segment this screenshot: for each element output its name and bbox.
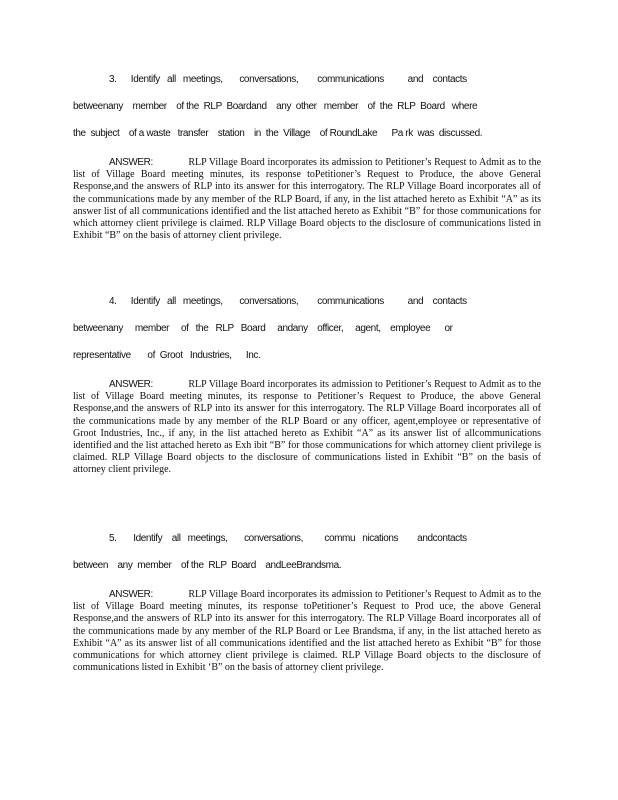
interrogatory-line: between any member of the RLP Board andLeeBrandsma. [73, 560, 342, 571]
answer-text: RLP Village Board incorporates its admission to Petitioner’s Request to Admit as to the list of Village Board meeting minutes, its response to Petitioner’s Request to Produce, the above General Response,and the answers of RLP into its answer for this interrogatory. The RLP Village Board incorporates all of the communications made by any member of the RLP Board or any officer, agent,employee or representative of Groot Industries, Inc., if any, in the list attached hereto as Exhibit “A” as its answer list of allcommunications identified and the list attached hereto as Exh ibit “B” for those communications for which attorney client privilege is claimed. RLP Village Board objects to the disclosure of communications listed in Exhibit “B” on the basis of attorney client privilege. [73, 379, 542, 476]
interrogatory-line: betweenany member of the RLP Boardand any other member of the RLP Board where [73, 101, 478, 112]
interrogatory-5 [73, 533, 534, 587]
interrogatory-4 [73, 296, 534, 377]
interrogatory-line: the subject of a waste transfer station in the Village of RoundLake Pa rk was discussed. [73, 128, 483, 139]
answer-3 [73, 157, 541, 242]
answer-text: RLP Village Board incorporates its admission to Petitioner’s Request to Admit as to the list of Village Board meeting minutes, its response toPetitioner’s Request to Produce, the above General Response,and the answers of RLP into its answer for this interrogatory. The RLP Village Board incorporates all of the communications made by any member of the RLP Board, if any, in the list attached hereto as Exhibit “A” as its answer list of all communications identified and the list attached hereto as Exhibit “B” for those communications for which attorney client privilege is claimed. RLP Village Board objects to the disclosure of communications listed in Exhibit “B” on the basis of attorney client privilege. [73, 157, 542, 242]
answer-4 [73, 379, 541, 477]
answer-label: ANSWER: [109, 379, 153, 390]
interrogatory-line: 4. Identify all meetings, conversations, communications and contacts [109, 296, 467, 307]
interrogatory-line: 3. Identify all meetings, conversations, communications and contacts [109, 74, 467, 85]
answer-text: RLP Village Board incorporates its admission to Petitioner’s Request to Admit as to the list of Village Board meeting minutes, its response toPetitioner’s Request to Prod uce, the above General Response,and the answers of RLP into its answer for this interrogatory. The RLP Village Board incorporates all of the communications made by any member of the RLP Board or Lee Brandsma, if any, in the list attached hereto as Exhibit “A” as its answer list of all communications identified and the list attached hereto as Exhibit “B” for those communications for which attorney client privilege is claimed. RLP Village Board objects to the disclosure of communications listed in Exhibit ‘B” on the basis of attorney client privilege. [73, 589, 542, 674]
answer-5 [73, 589, 541, 674]
interrogatory-line: 5. Identify all meetings, conversations, commu nications andcontacts [109, 533, 467, 544]
interrogatory-3 [73, 74, 534, 155]
answer-label: ANSWER: [109, 589, 153, 600]
answer-label: ANSWER: [109, 157, 153, 168]
interrogatory-line: betweenany member of the RLP Board andany officer, agent, employee or [73, 323, 453, 334]
interrogatory-line: representative of Groot Industries, Inc. [73, 350, 261, 361]
